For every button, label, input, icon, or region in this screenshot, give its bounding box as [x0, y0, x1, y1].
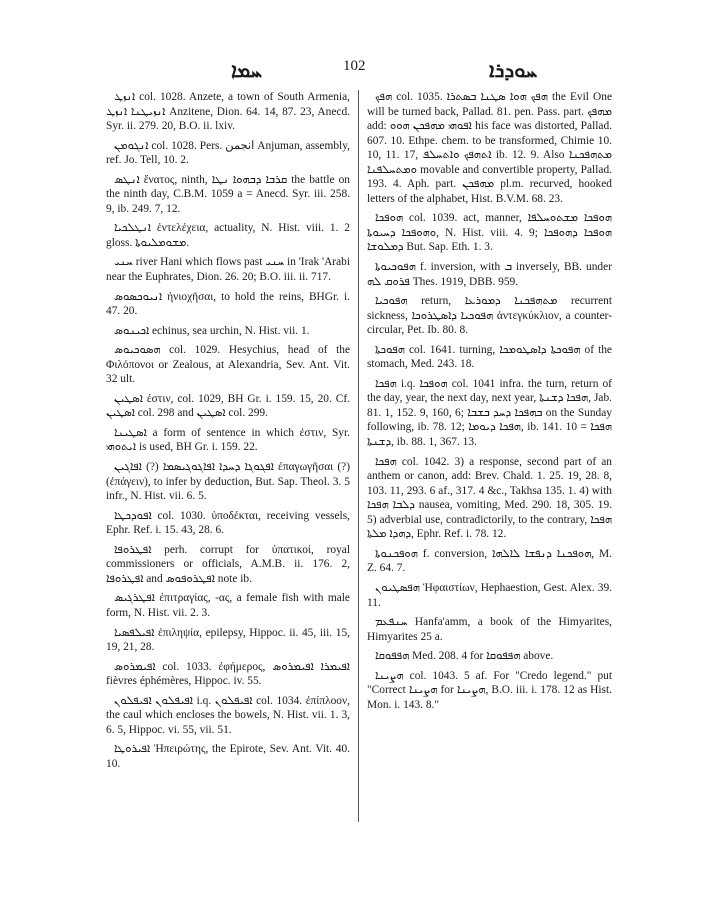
entry-text: ܐܦܝܠܦܣܝܐ ἐπιληψία, epilepsy, Hippoc. ii. 45, iii. 15, 19, 21, 28. [106, 626, 350, 654]
entry-text: ܗܦܟܐ col. 1042. 3) a response, second part of an anthem or canon, add: Brev. Chald. 1. 25. 19, 28. 8, 103. 11, 293. 6 af., 317. 4 &c., Takhsa 135. 1. 4) with ܕܠܒܐ ܗܦܟܐ nausea, vomiting, Med. 290. 18, 305. 19. 5) adverbial use, contradictorily, to the contrary, ܗܦܟܐ ܕܗܕܐ ܡܠܬܐ, Ephr. Ref. i. 78. 12. [367, 455, 612, 541]
dictionary-entry [106, 290, 350, 319]
entry-text: ܐܣܛܝܢܐ a form of sentence in which ἐστιν, Syr. ܐܝܬܘܗܝ is used, BH Gr. i. 159. 22. [106, 426, 350, 454]
dictionary-entry [106, 324, 350, 339]
entry-text: ܐܦܝܡܪܘܣ col. 1033. ἐφήμερος, ܐܦܝܡܪܐ ܐܦܝܡܪܘܣ fièvres éphémères, Hippoc. iv. 55. [106, 660, 350, 688]
dictionary-entry [367, 260, 612, 289]
dictionary-entry [367, 455, 612, 542]
running-head-right: ܚܘܕܪܐ [489, 58, 538, 82]
entry-text: ܗܘܦܟܢܘܬܐ f. conversion, ܗܘܦܟܢܐ ܕܢܦܫܐ ܠܐܠܗܐ, M. Z. 64. 7. [367, 547, 613, 575]
column-rule [358, 90, 359, 822]
dictionary-entry [106, 591, 350, 620]
entry-text: ܗܦܟ col. 1035. ܗܦܟ ܗܘܐ ܣܛܢܐ ܒܣܬܪܐ the Evil One will be turned back, Pallad. 81. pen. Pass. part. ܡܗܦܟ add: ܐܦܘܗܝ ܡܗܦܟܢ ܗܘܘ his face was distorted, Pallad. 607. 10. Ethpe. chem. to be transformed, Chimie 10. 10, 11. 17, ܐܬܗܦܟ ܘܐܬܚܠܦ ib. 12. 9. Also ܡܬܗܦܟܢܐ ܘܡܬܚܠܦܢܐ movable and convertible property, Pallad. 193. 4. Aph. part. ܡܗܦܟܢ pl.m. recurved, hooked letters of the alphabet, Hist. B.V.M. 68. 23. [367, 91, 613, 205]
dictionary-entry [106, 460, 350, 504]
dictionary-entry [106, 392, 350, 421]
entry-text: ܗܦܟܐ i.q. ܗܘܦܟܐ col. 1041 infra. the turn, return of the day, year, the next day, next year, ܗܦܟܐ ܕܫܢܬܐ, Jab. 81. 1, 152. 9, 160, 6; ܒܗܦܟܐ ܕܚܕ ܒܫܒܐ on the Sunday following, ib. 78. 12; ܗܦܟܐ ܕܝܘܡܐ, ib. 141. 10 = ܗܦܟܐ ܕܫܢܬܐ, ib. 88. 1, 367. 13. [367, 377, 612, 449]
entry-text: ܐܢܛܠܟܝܐ ἐντελέχεια, actuality, N. Hist. viii. 1. 2 gloss. ܡܫܘܡܠܝܘܬܐ. [106, 222, 350, 249]
entry-text: ܗܦܦܘܩܐ Med. 208. 4 for ܗܦܦܘܩܐ above. [375, 650, 554, 663]
dictionary-entry [106, 426, 350, 455]
dictionary-entry [367, 294, 612, 338]
dictionary-entry [106, 543, 350, 587]
entry-text: ܐܦܝܪܘܛܐ Ἠπειρώτης, the Epirote, Sev. Ant. Vit. 40. 10. [106, 743, 350, 770]
entry-text: ܐܣܛܝܢ ἐστιν, col. 1029, BH Gr. i. 159. 15, 20. Cf. ܐܣܛܝܢ col. 298 and ܐܣܛܝܢ col. 299. [106, 392, 350, 420]
entry-text: ܐܦܘܕܟܛܐ col. 1030. ὑποδέκται, receiving vessels, Ephr. Ref. i. 15. 43, 28. 6. [106, 509, 350, 537]
dictionary-entry [106, 694, 350, 738]
dictionary-entry [106, 221, 350, 250]
dictionary-entry [106, 626, 350, 655]
entry-text: ܚܢܝ river Hani which flows past ܚܢܝ in 'Irak 'Arabi near the Euphrates, Dion. 26. 20; B.O. iii. ii. 717. [106, 256, 351, 284]
dictionary-entry [106, 173, 350, 217]
entry-text: ܐܢܙܛ col. 1028. Anzete, a town of South Armenia, ܐܢܙܝܛܢܐ ܐܢܙܛ Anzitene, Dion. 64. 14, 87. 23, Anecd. Syr. ii. 279. 20, B.O. ii. lxiv. [106, 91, 350, 133]
dictionary-entry [367, 90, 612, 206]
dictionary-entry [367, 377, 612, 450]
entry-text: ܗܦܘܟܬܐ col. 1641. turning, ܗܦܘܟܬܐ ܕܐܣܛܘܡܟܐ of the stomach, Med. 243. 18. [367, 343, 612, 371]
right-column [367, 90, 612, 717]
dictionary-entry [106, 742, 350, 771]
dictionary-entry [106, 660, 350, 689]
entry-text: ܗܦܣܛܝܘܢ Ἡφαιστίων, Hephaestion, Gest. Alex. 39. 11. [367, 581, 612, 609]
entry-text: ܐܢܝܘܟܣܘܣ ἡνιοχῆσαι, to hold the reins, BHGr. i. 47. 20. [106, 290, 350, 318]
dictionary-entry [367, 343, 612, 372]
entry-text: ܐܟܝܢܘܣ echinus, sea urchin, N. Hist. vii. 1. [114, 324, 310, 337]
dictionary-entry [106, 139, 350, 168]
page-number: 102 [343, 58, 366, 74]
entry-text: ܐܦܛܪܘܦܐ perh. corrupt for ὑπατικοί, royal commissioners or officials, A.M.B. ii. 176. 2, ܐܦܛܪܘܦܐ and ܐܦܛܪܘܦܘܣ note ib. [106, 543, 350, 585]
entry-text: ܐܢܓܘܡܢ col. 1028. Pers. انجمن Anjuman, assembly, ref. Jo. Tell, 10. 2. [106, 139, 351, 167]
dictionary-entry [367, 649, 612, 664]
dictionary-entry [367, 581, 612, 610]
dictionary-entry [106, 343, 350, 387]
dictionary-entry [367, 547, 612, 576]
dictionary-entry [106, 255, 350, 284]
dictionary-entry [367, 615, 612, 644]
entry-text: ܗܘܦܟܐ col. 1039. act, manner, ܗܘܦܟܐ ܡܫܬܘܚܠܦܐ ܘܗܘܦܟܐ ܕܚܝܘܬܐ, N. Hist. viii. 4. 9; ܗܘܦܟܐ ܕܗܘܦܟܐ ܕܡܠܘܫܐ But. Sap. Eth. 1. 3. [367, 212, 612, 254]
entry-text: ܐܦܛܪܓܝܣ ἐπιτραγίας, -ας, a female fish with male form, N. Hist. vii. 2. 3. [106, 592, 350, 619]
dictionary-entry [367, 211, 612, 255]
entry-text: ܐܦܓܘܓܐ ܕܚܕܐ ܐܦܐܓܘܓܝܣܡܐ (?) ܐܦܐܓܝܢ ἐπαγωγῆσαι (?) (ἐπάγειν), to infer by deduction, But. Sap. Theol. 3. 5 infr., N. Hist. vii. 6. 5. [106, 461, 350, 503]
entry-text: ܗܨܝܢܐ col. 1043. 5 af. For "Credo legend." put "Correct ܗܨܝܢܐ for ܗܨܝܢܐ, B.O. iii. i. 178. 12 as Hist. Mon. i. 143. 8." [367, 669, 612, 711]
dictionary-entry [367, 669, 612, 713]
dictionary-entry [106, 90, 350, 134]
entry-text: ܐܢܛܣ ἔνατος, ninth, ܩܪܒܐ ܕܒܗܘܐ ܢܛܐ the battle on the ninth day, C.B.M. 1059 a = Anecd. Syr. iii. 258. 9, ib. 249. 7, 12. [106, 173, 351, 215]
left-column [106, 90, 350, 776]
entry-text: ܗܦܘܟܝܐ return, ܡܬܗܦܟܢܐ ܕܡܘܪܥܐ recurrent sickness, ܗܦܘܟܝܐ ܕܐܣܛܪܘܟܐ ἀντεγκύκλιον, a counter-circular, Pet. Ib. 80. 8. [367, 295, 613, 337]
entry-text: ܐܦܝܦܠܘܢ ܐܦܝܦܠܘܢ i.q. ܐܦܝܦܠܘܢ col. 1034. ἐπίπλοον, the caul which encloses the bowels, N. Hist. vii. 1. 3, 6. 5, Hippoc. vi. 55, vii. 51. [106, 694, 350, 736]
running-head-left: ܚܡܐ [231, 58, 263, 82]
entry-text: ܚܢܦܥܡ Hanfa'amm, a book of the Himyarites, Himyarites 25 a. [367, 616, 612, 643]
entry-text: ܗܣܘܟܝܘܣ col. 1029. Hesychius, head of the Φιλόπονοι or Zealous, at Alexandria, Sev. Ant. Vit. 32 ult. [106, 344, 350, 386]
entry-text: ܗܦܘܟܝܘܬܐ f. inversion, with ܒ inversely, BB. under ܦܪܘܩ ܠܗ Thes. 1919, DBB. 959. [367, 261, 612, 288]
dictionary-entry [106, 509, 350, 538]
